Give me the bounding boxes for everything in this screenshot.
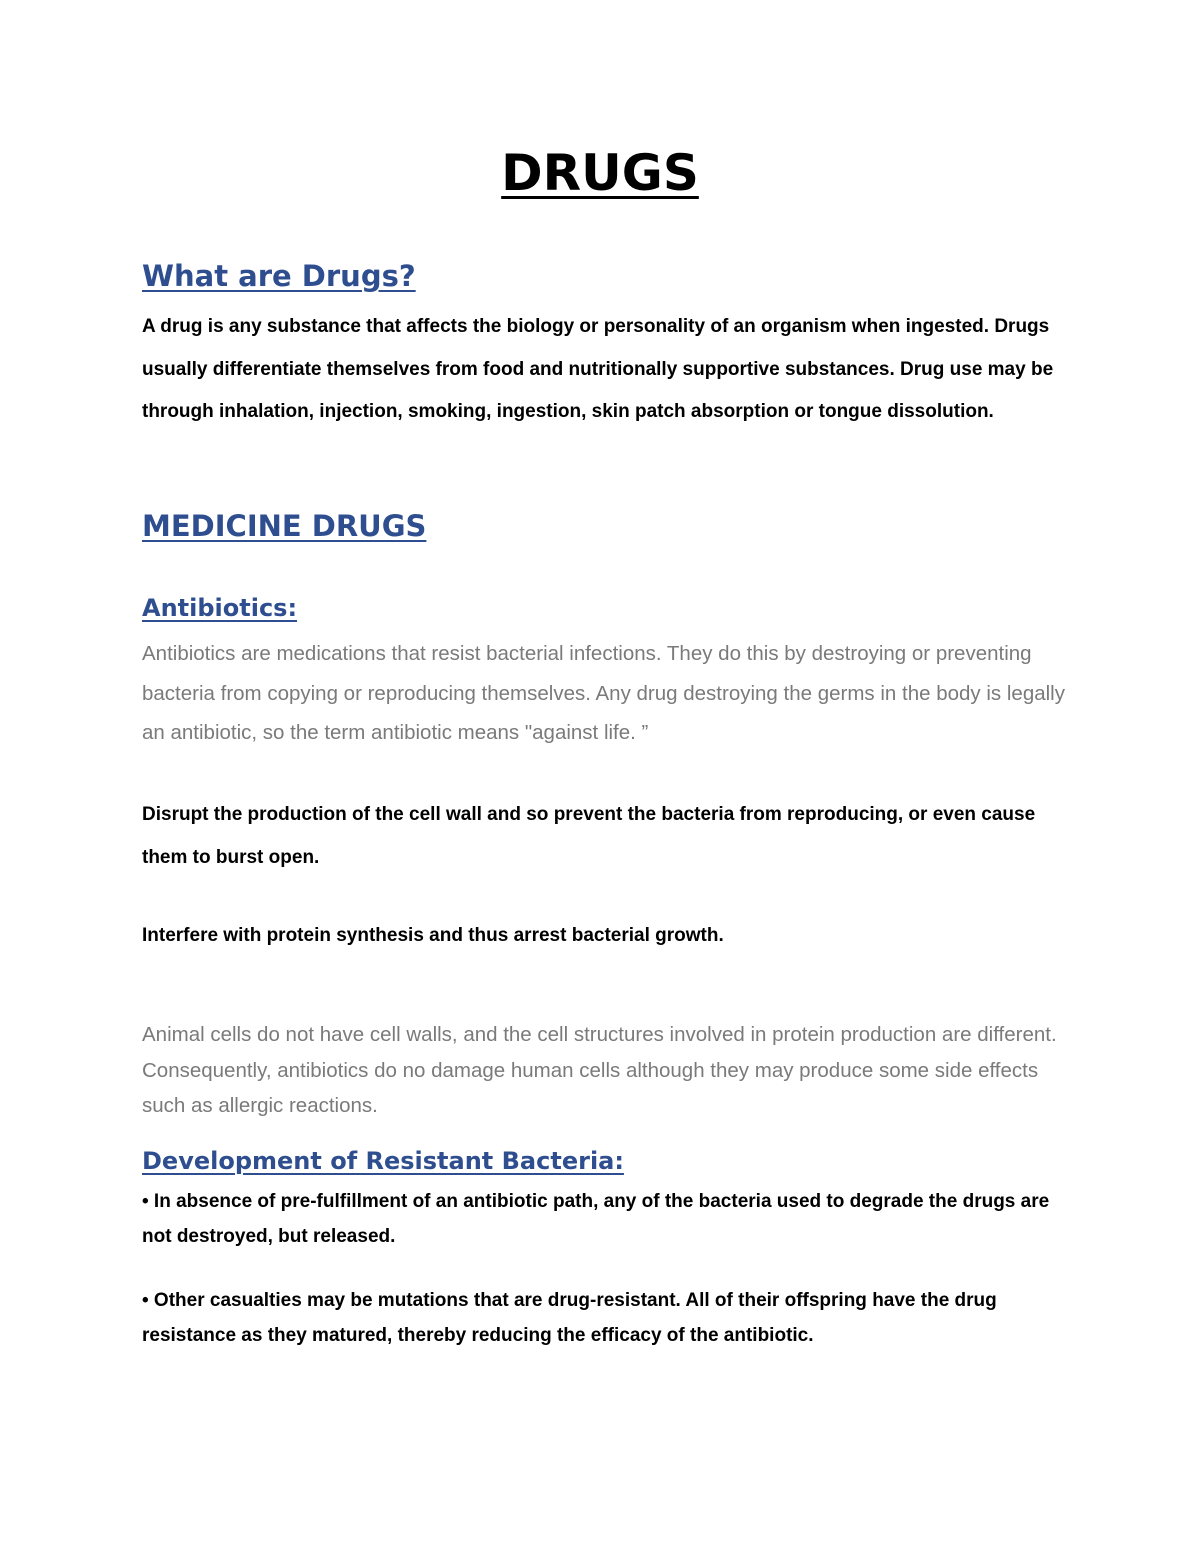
heading-resistant-bacteria: Development of Resistant Bacteria:	[142, 1147, 624, 1175]
bullet-item-released-bacteria: • In absence of pre-fulfillment of an antibiotic path, any of the bacteria used to degrade the drugs are not destroyed, but released.	[142, 1191, 1050, 1247]
paragraph-antibiotics-intro: Antibiotics are medications that resist bacterial infections. They do this by destroying or preventing bacteria from copying or reproducing themselves. Any drug destroying the germs in the body is legally an antibiotic, so the term antibiotic means "against life. ”	[142, 642, 1065, 744]
document-title: DRUGS	[501, 144, 699, 202]
paragraph-drug-definition: A drug is any substance that affects the biology or personality of an organism when ingested. Drugs usually differentiate themselves from food and nutritionally supportive substances. Drug use may be through inhalation, injection, smoking, ingestion, skin patch absorption or tongue dissolution.	[142, 316, 1054, 422]
heading-antibiotics: Antibiotics:	[142, 594, 298, 622]
heading-medicine-drugs: MEDICINE DRUGS	[142, 509, 427, 543]
paragraph-animal-cells: Animal cells do not have cell walls, and the cell structures involved in protein production are different. Consequently, antibiotics do no damage human cells although they may produce some side effects such as allergic reactions.	[142, 1023, 1057, 1117]
heading-what-are-drugs: What are Drugs?	[142, 259, 416, 293]
paragraph-cell-wall-mechanism: Disrupt the production of the cell wall and so prevent the bacteria from reproducing, or even cause them to burst open.	[142, 804, 1036, 868]
paragraph-protein-synthesis: Interfere with protein synthesis and thus arrest bacterial growth.	[142, 925, 724, 946]
bullet-item-drug-resistance: • Other casualties may be mutations that are drug-resistant. All of their offspring have the drug resistance as they matured, thereby reducing the efficacy of the antibiotic.	[142, 1290, 997, 1346]
